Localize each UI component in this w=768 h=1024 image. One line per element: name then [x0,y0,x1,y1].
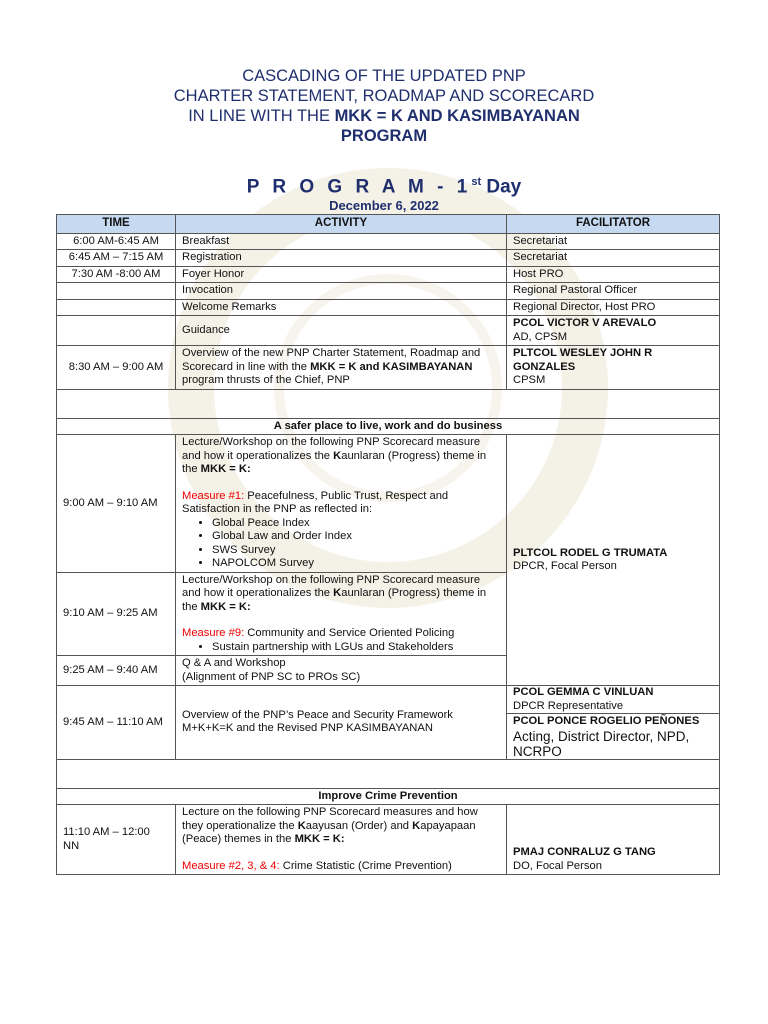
facilitator-cell: Host PRO [507,266,720,283]
facilitator-role: DPCR Representative [513,699,624,712]
section-title: PROCESS EXCELLENCE PERSPECTIVE [281,760,495,773]
table-row [57,283,720,300]
time-cell: 9:00 AM – 9:10 AM [57,435,176,573]
time-cell [57,283,176,300]
facilitator-cell: Secretariat [507,233,720,250]
list-item: • Sustain partnership with LGUs and Stakeholders [212,641,500,655]
facilitator-cell [507,805,720,875]
program-date: December 6, 2022 [329,198,439,213]
facilitator-role: Acting, District Director, NPD, NCRPO [513,728,690,759]
table-row [57,686,720,760]
activity-cell: Overview of the PNP’s Peace and Security Framework M+K+K=K and the Revised PNP KASIMBAYANAN [176,686,507,760]
table-row [57,435,720,573]
facilitator-cell [507,316,720,346]
process-excellence-band [57,759,720,788]
activity-cell: Overview of the new PNP Charter Statement, Roadmap and Scorecard in line with the MKK = K and KASIMBAYANAN program thrusts of the Chief, PNP [176,346,507,390]
title-line-4: PROGRAM [340,127,428,145]
program-heading: P R O G R A M - 1st Day [246,176,522,198]
list-item: • Global Peace Index [212,517,500,531]
measure-bullet-list [182,641,500,655]
activity-cell: Lecture/Workshop on the following PNP Scorecard measure and how it operationalizes the Kaunlaran (Progress) theme in the MKK = K: Measure #9: Community and Service Oriented Policing • Sustain partnership with LGUs and Stakeholders [176,572,507,656]
community-subheading-row [57,418,720,435]
time-cell: 8:30 AM – 9:00 AM [57,346,176,390]
facilitator-cell: Regional Pastoral Officer [507,283,720,300]
time-cell: 9:10 AM – 9:25 AM [57,572,176,656]
title-line-3: IN LINE WITH THE MKK = K AND KASIMBAYANAN [188,107,580,125]
table-row [57,266,720,283]
table-header-row [57,215,720,234]
list-item: • Global Law and Order Index [212,530,500,544]
table-row [57,233,720,250]
facilitator-role: AD, CPSM [513,330,568,343]
activity-cell: Lecture on the following PNP Scorecard measures and how they operationalize the Kaayusan (Order) and Kapayapaan (Peace) themes in the MKK = K: Measure #2, 3, & 4: Crime Statistic (Crime Prevention) [176,805,507,875]
section-subheading: A safer place to live, work and do business [57,418,720,435]
table-row [57,805,720,875]
section-subtitle: (KAAYUSAN and KAPAYAPAAN themes in the MKK = K) [245,773,531,786]
program-table [56,214,720,875]
table-row [57,346,720,390]
facilitator-cell [507,686,720,760]
facilitator-role: CPSM [513,374,546,386]
facilitator-cell: Secretariat [507,250,720,267]
activity-cell: Q & A and Workshop (Alignment of PNP SC to PROs SC) [176,656,507,686]
activity-cell: Invocation [176,283,507,300]
facilitator-name: PCOL VICTOR V AREVALO [513,317,657,329]
activity-cell: Welcome Remarks [176,299,507,316]
activity-cell: Breakfast [176,233,507,250]
table-row [57,250,720,267]
document-title [0,66,768,146]
time-cell [57,299,176,316]
measure-label: Measure #9: [182,627,245,639]
section-title: COMMUNITY PERSPECTIVE [312,390,464,403]
time-cell: 7:30 AM -8:00 AM [57,266,176,283]
measure-label: Measure #1: [182,489,245,502]
facilitator-cell [507,435,720,686]
facilitator-name: PLTCOL RODEL G TRUMATA [513,546,668,559]
facilitator-name: PCOL GEMMA C VINLUAN [513,686,654,698]
facilitator-name: PCOL PONCE ROGELIO PEÑONES [507,713,719,729]
facilitator-name: PMAJ CONRALUZ G TANG [513,846,656,858]
activity-cell: Guidance [176,316,507,346]
facilitator-cell: Regional Director, Host PRO [507,299,720,316]
process-subheading-row [57,788,720,805]
title-line-1: CASCADING OF THE UPDATED PNP [242,67,526,85]
header-time: TIME [57,215,176,234]
time-cell: 6:45 AM – 7:15 AM [57,250,176,267]
list-item: • SWS Survey [212,544,500,558]
section-subheading: Improve Crime Prevention [57,788,720,805]
title-line-2: CHARTER STATEMENT, ROADMAP AND SCORECARD [173,87,595,105]
activity-cell: Registration [176,250,507,267]
header-activity: ACTIVITY [176,215,507,234]
header-facilitator: FACILITATOR [507,215,720,234]
activity-cell: Lecture/Workshop on the following PNP Scorecard measure and how it operationalizes the Kaunlaran (Progress) theme in the MKK = K: Measure #1: Peacefulness, Public Trust, Respect and Satisfaction in the PNP as reflected in: • Global Peace Index • Global Law and Order Index • SWS Survey • NAPOLCOM Survey [176,435,507,573]
time-cell: 11:10 AM – 12:00 NN [57,805,176,875]
section-subtitle: (KAUNLARAN theme in the MKK = K) [293,403,483,416]
time-cell [57,316,176,346]
measure-bullet-list [182,517,500,571]
table-row [57,299,720,316]
facilitator-role: DO, Focal Person [513,859,602,872]
list-item: • NAPOLCOM Survey [212,557,500,571]
activity-cell: Foyer Honor [176,266,507,283]
time-cell: 6:00 AM-6:45 AM [57,233,176,250]
time-cell: 9:25 AM – 9:40 AM [57,656,176,686]
table-row [57,316,720,346]
facilitator-cell [507,346,720,390]
time-cell: 9:45 AM – 11:10 AM [57,686,176,760]
community-perspective-band [57,389,720,418]
facilitator-name: PLTCOL WESLEY JOHN R GONZALES [513,347,653,373]
facilitator-role: DPCR, Focal Person [513,560,617,572]
measure-label: Measure #2, 3, & 4: [182,859,280,872]
